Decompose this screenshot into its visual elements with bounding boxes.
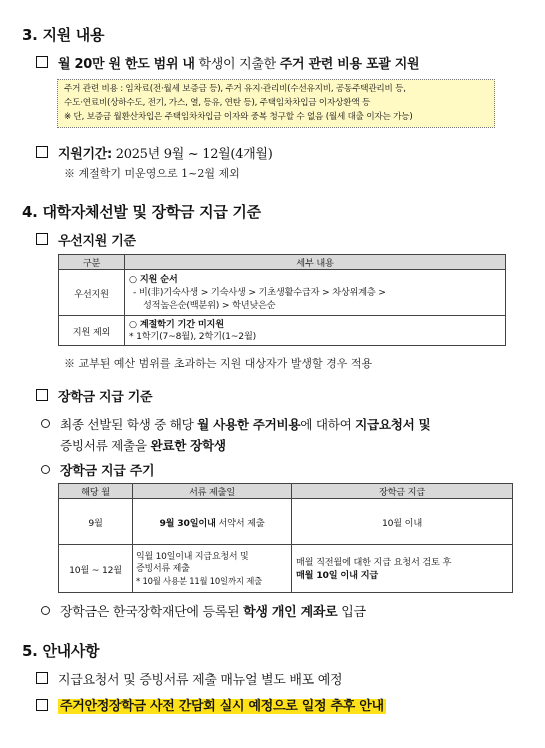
amount-mid: 학생이 지출한 [194,57,280,72]
criteria-bold: 지급요청서 및 [355,417,431,432]
payment-criteria-title [58,386,152,405]
submit-doc: 서약서 제출 [215,517,265,529]
support-amount-line [58,53,419,72]
row-label: 우선지원 [59,270,125,316]
checkbox-icon [36,672,48,684]
criteria-line-2 [60,435,226,454]
housing-cost-note-box [57,79,495,128]
support-period [58,143,272,162]
circle-bullet-icon [41,465,50,474]
criteria-bold: 월 사용한 주거비용 [197,417,301,432]
checkbox-icon [36,233,48,245]
priority-order-2: 성적높은순(백분위) > 학년낮은순 [143,300,276,311]
criteria-bold: 완료한 장학생 [150,438,226,453]
amount-limit: 월 20만 원 한도 범위 내 [58,57,195,72]
row-label: 지원 제외 [59,316,125,346]
budget-note: ※ 교부된 예산 범위를 초과하는 지원 대상자가 발생할 경우 적용 [64,357,373,370]
criteria-text: 증빙서류 제출을 [60,438,151,453]
table-header: 장학금 지급 [292,484,513,499]
priority-order: ○ 지원 순서 [129,274,178,285]
table-header: 구분 [59,255,125,270]
table-header: 해당 월 [59,484,133,499]
notice-item-2 [58,695,386,714]
exclusion-line-2: * 1학기(7~8월), 2학기(1~2월) [129,330,257,342]
checkbox-icon [36,389,48,401]
period-value: 2025년 9월 ~ 12월(4개월) [111,147,273,162]
pay-cell [292,545,513,593]
section-3-title: 3. 지원 내용 [22,26,105,44]
priority-detail [125,270,506,316]
submit-cell [133,499,292,545]
checkbox-icon [36,699,48,711]
circle-bullet-icon [41,606,50,615]
account-text: 입금 [337,605,366,620]
criteria-text: 최종 선발된 학생 중 해당 [60,417,198,432]
month-cell: 10월 ~ 12월 [59,545,133,593]
section-5-title: 5. 안내사항 [22,642,100,660]
table-header: 세부 내용 [125,255,506,270]
payment-criteria-title-text: 장학금 지급 기준 [58,390,153,405]
priority-order-1: - 비(非)기숙사생 > 기숙사생 > 기초생활수급자 > 차상위계층 > [133,287,386,298]
exclusion-line-1: ○ 계절학기 기간 미지원 [129,318,224,330]
payment-cycle-title-text: 장학금 지급 주기 [60,464,155,479]
notice-item-2-text: 주거안정장학금 사전 간담회 실시 예정으로 일정 추후 안내 [60,699,384,714]
note-line-3: ※ 단, 보증금 월환산차입은 주택임차차입금 이자와 중복 청구할 수 없음 (월세 대출 이자는 가능) [64,112,413,122]
submit-line: 익월 10일이내 지급요청서 및 [136,551,249,562]
pay-cell: 10월 이내 [292,499,513,545]
submit-line: 증빙서류 제출 [136,563,190,574]
note-line-1: 주거 관련 비용 : 임차료(전·월세 보증금 등), 주거 유지·관리비(수선유지비, 공동주택관리비 등, [64,84,406,94]
priority-title [58,230,136,249]
month-cell: 9월 [59,499,133,545]
period-label: 지원기간: [58,147,112,162]
account-text: 장학금은 한국장학재단에 등록된 [60,605,244,620]
notice-item-1: 지급요청서 및 증빙서류 제출 매뉴얼 별도 배포 예정 [58,673,343,688]
pay-line: 매월 직전월에 대한 지급 요청서 검토 후 [296,556,452,568]
criteria-text: 에 대하여 [300,417,356,432]
exclusion-detail [125,316,506,346]
criteria-line-1 [60,414,430,433]
payment-cycle-title [60,460,154,479]
submit-cell [133,545,292,593]
period-note: ※ 계절학기 미운영으로 1~2월 제외 [64,167,240,180]
priority-table [58,254,506,346]
note-line-2: 수도·연료비(상하수도, 전기, 가스, 열, 등유, 연탄 등), 주택임차차입금 이자상환액 등 [64,98,371,108]
circle-bullet-icon [41,419,50,428]
priority-title-text: 우선지원 기준 [58,234,136,249]
pay-line: 매월 10일 이내 지급 [296,569,379,581]
account-bold: 학생 개인 계좌로 [243,605,338,620]
account-line [60,601,366,620]
payment-cycle-table [58,483,513,593]
checkbox-icon [36,56,48,68]
section-4-title: 4. 대학자체선발 및 장학금 지급 기준 [22,203,261,221]
submit-line: * 10월 사용분 11월 10일까지 제출 [136,575,262,586]
checkbox-icon [36,146,48,158]
submit-deadline: 9월 30일이내 [159,517,216,529]
table-header: 서류 제출일 [133,484,292,499]
amount-scope: 주거 관련 비용 포괄 지원 [279,57,420,72]
